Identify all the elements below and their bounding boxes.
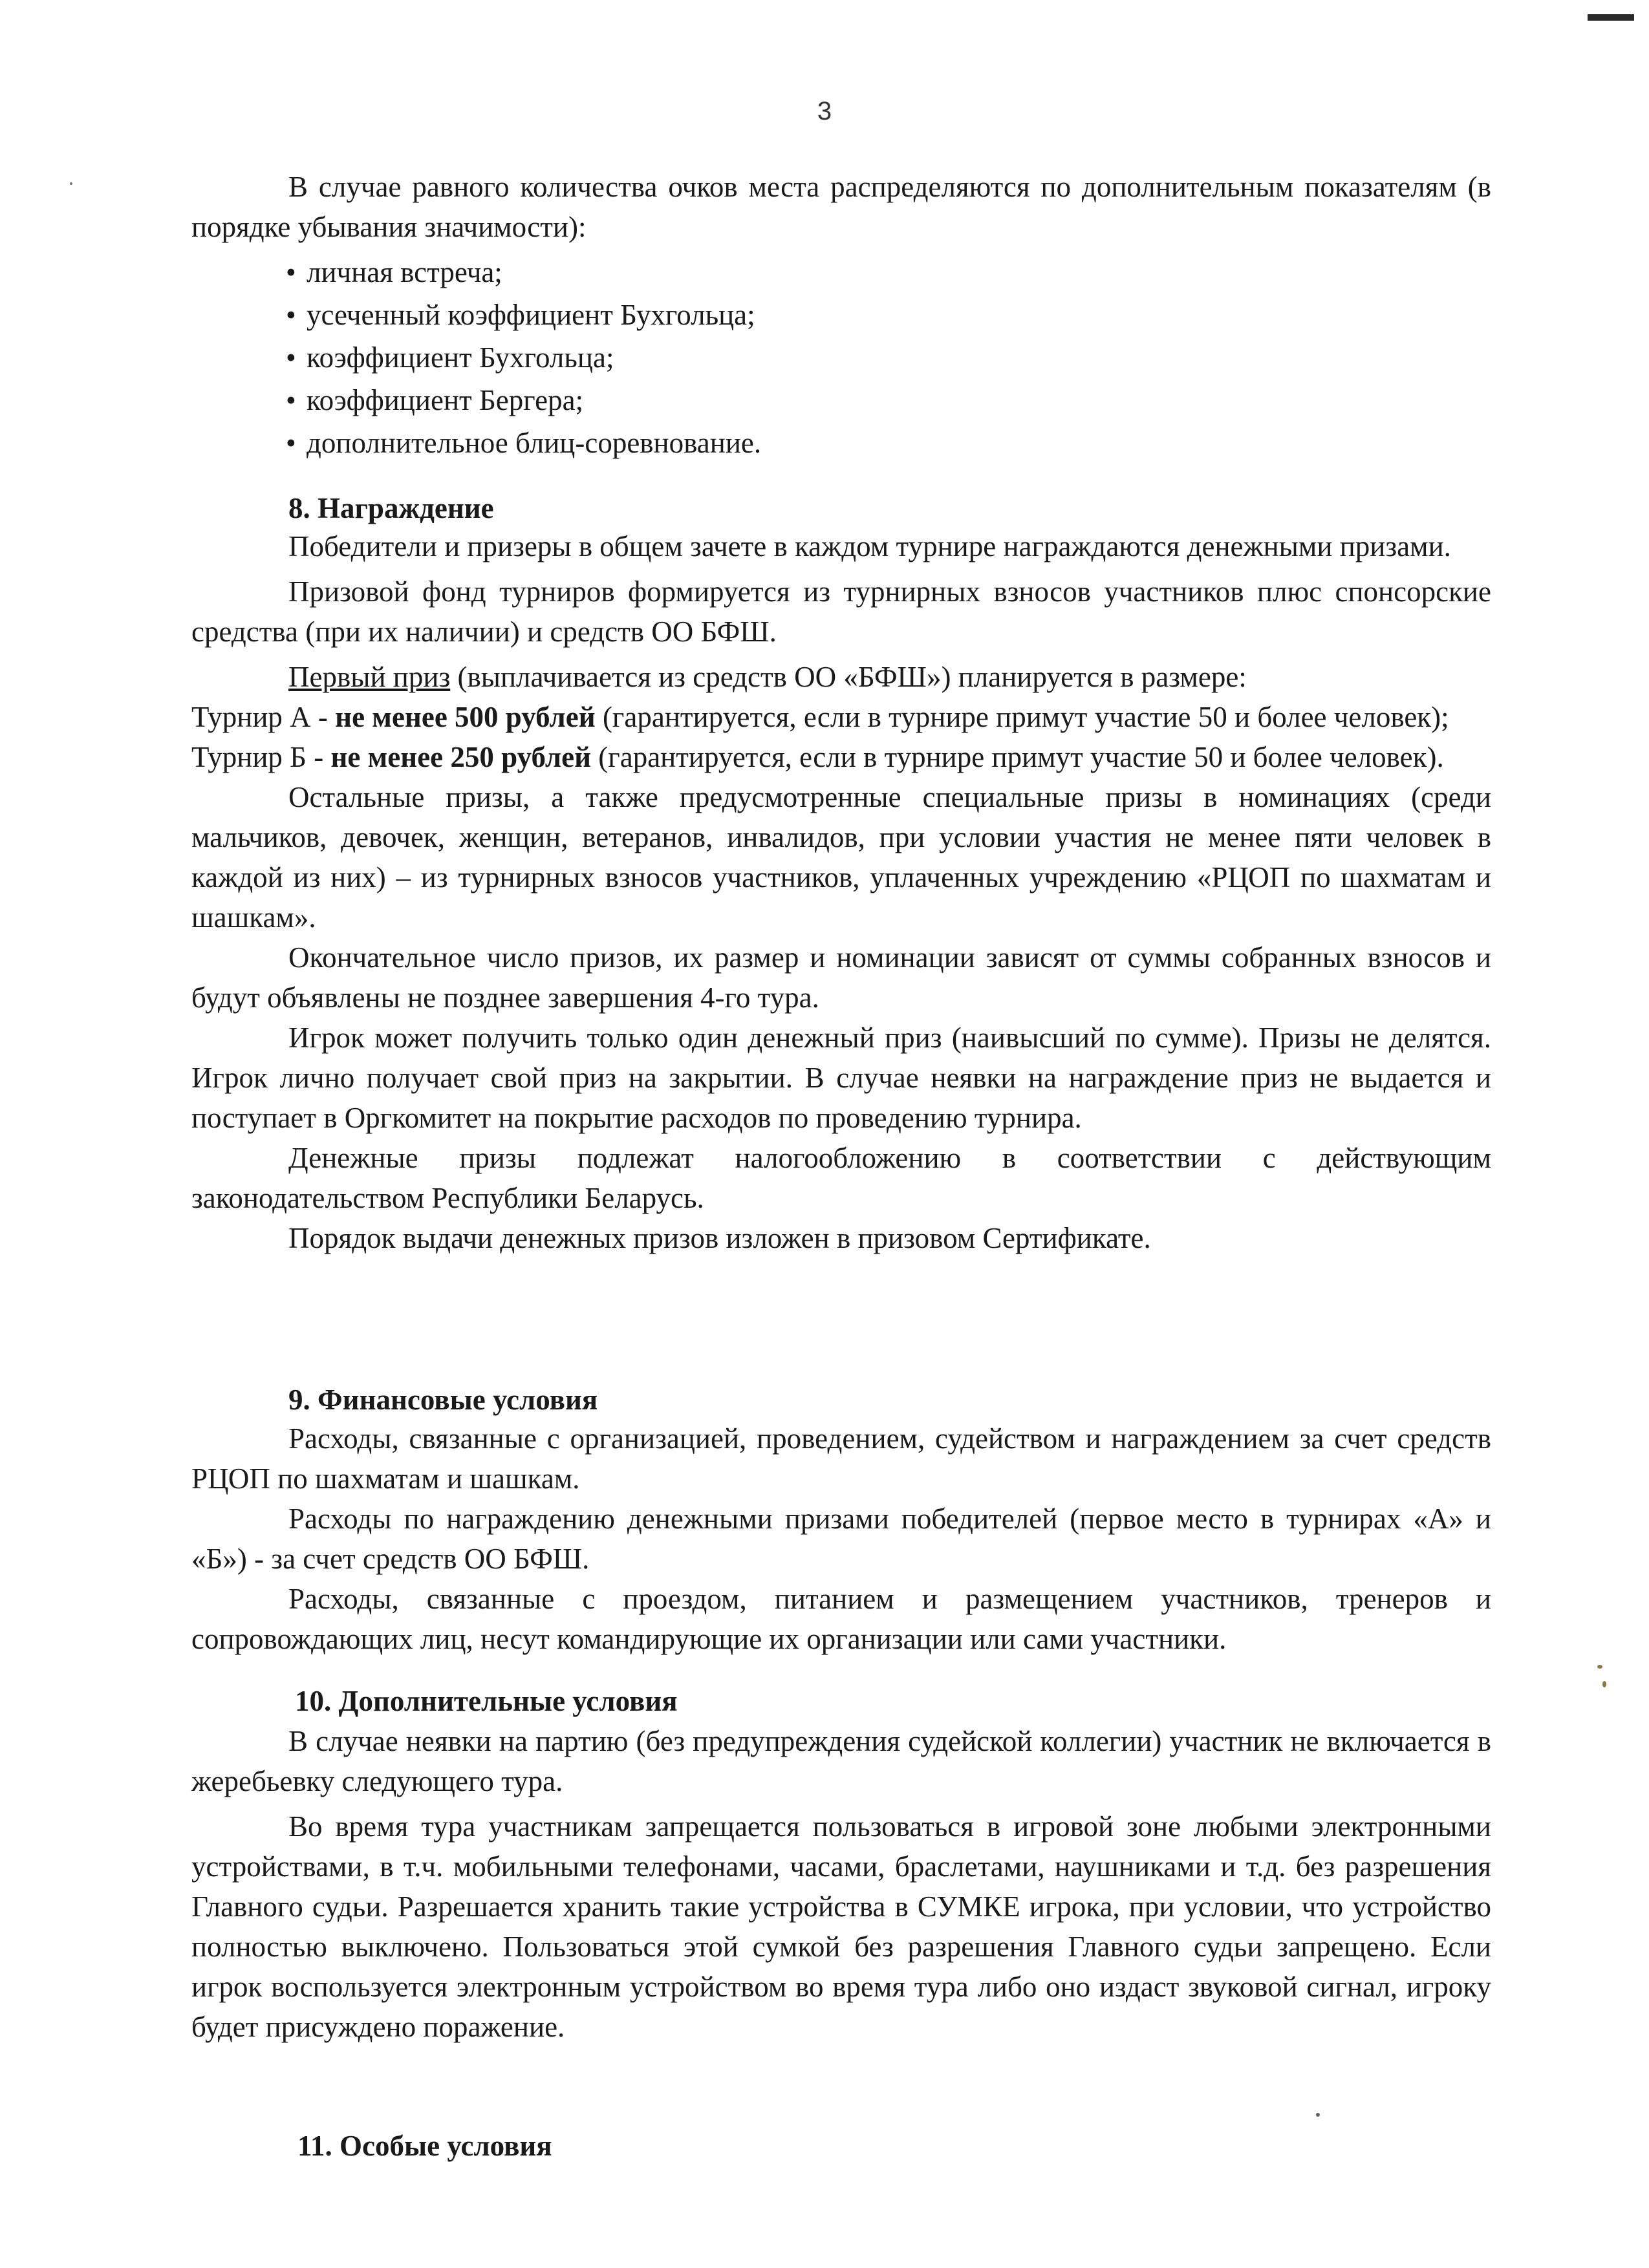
tiebreak-item: • усеченный коэффициент Бухгольца; bbox=[191, 294, 1491, 336]
tiebreak-item: • личная встреча; bbox=[191, 251, 1491, 294]
bullet-icon: • bbox=[286, 341, 296, 374]
page-number: 3 bbox=[817, 97, 832, 125]
first-prize-label: Первый приз bbox=[288, 661, 451, 693]
awards-paragraph-6: Игрок может получить только один денежный приз (наивысший по сумме). Призы не делятся. Игрок лично получает свой приз на закрытии. В случае неявки на награждение приз не выдается и поступает в Оргкомитет на покрытие расходов по проведению турнира. bbox=[191, 1022, 1491, 1134]
scan-speck bbox=[1316, 2113, 1320, 2117]
section-9-body bbox=[191, 1418, 1491, 1659]
section-10-body bbox=[191, 1721, 1491, 2047]
awards-paragraph-2: Призовой фонд турниров формируется из турнирных взносов участников плюс спонсорские средства (при их наличии) и средств ОО БФШ. bbox=[191, 575, 1491, 648]
awards-paragraph-1: Победители и призеры в общем зачете в каждом турнире награждаются денежными призами. bbox=[288, 530, 1451, 562]
scan-speck bbox=[1602, 1681, 1606, 1687]
extra-paragraph-1: В случае неявки на партию (без предупреждения судейской коллегии) участник не включается в жеребьевку следующего тура. bbox=[191, 1725, 1491, 1797]
tiebreak-list bbox=[191, 251, 1491, 464]
tournament-a-amount: не менее 500 рублей bbox=[335, 701, 596, 733]
extra-paragraph-2: Во время тура участникам запрещается пользоваться в игровой зоне любыми электронными устройствами, в т.ч. мобильными телефонами, часами, браслетами, наушниками и т.д. без разрешения Главного судьи. Разрешается хранить такие устройства в СУМКЕ игрока, при условии, что устройство полностью выключено. Пользоваться этой сумкой без разрешения Главного судьи запрещено. Если игрок воспользуется электронным устройством во время тура либо оно издаст звуковой сигнал, игроку будет присуждено поражение. bbox=[191, 1810, 1491, 2043]
tiebreak-item: • дополнительное блиц-соревнование. bbox=[191, 422, 1491, 464]
section-10-heading: 10. Дополнительные условия bbox=[295, 1685, 678, 1717]
section-11-heading: 11. Особые условия bbox=[297, 2130, 552, 2162]
bullet-icon: • bbox=[286, 427, 296, 459]
awards-paragraph-4: Остальные призы, а также предусмотренные специальные призы в номинациях (среди мальчиков, девочек, женщин, ветеранов, инвалидов, при условии участия не менее пяти человек в каждой из них) – из турнирных взносов участников, уплаченных учреждению «РЦОП по шахматам и шашкам». bbox=[191, 781, 1491, 934]
bullet-icon: • bbox=[286, 299, 296, 331]
finance-paragraph-2: Расходы по награждению денежными призами победителей (первое место в турнирах «А» и «Б») - за счет средств ОО БФШ. bbox=[191, 1503, 1491, 1575]
tiebreak-item: • коэффициент Бухгольца; bbox=[191, 336, 1491, 379]
scan-speck bbox=[1597, 1665, 1602, 1669]
bullet-icon: • bbox=[286, 384, 296, 416]
awards-paragraph-3: Первый приз (выплачивается из средств ОО «БФШ») планируется в размере: bbox=[288, 661, 1247, 693]
tournament-b-line: Турнир Б - не менее 250 рублей (гарантируется, если в турнире примут участие 50 и более человек). bbox=[191, 741, 1444, 773]
section-9-heading: 9. Финансовые условия bbox=[288, 1384, 598, 1416]
scan-speck bbox=[70, 182, 72, 185]
bullet-icon: • bbox=[286, 256, 296, 288]
awards-paragraph-7: Денежные призы подлежат налогообложению в соответствии с действующим законодательством Республики Беларусь. bbox=[191, 1142, 1491, 1214]
section-8-body bbox=[191, 526, 1491, 1258]
finance-paragraph-1: Расходы, связанные с организацией, проведением, судейством и награждением за счет средств РЦОП по шахматам и шашкам. bbox=[191, 1422, 1491, 1495]
finance-paragraph-3: Расходы, связанные с проездом, питанием и размещением участников, тренеров и сопровождающих лиц, несут командирующие их организации или сами участники. bbox=[191, 1583, 1491, 1655]
tiebreak-section bbox=[191, 167, 1491, 464]
tiebreak-intro: В случае равного количества очков места распределяются по дополнительным показателям (в порядке убывания значимости): bbox=[191, 171, 1491, 243]
tournament-a-line: Турнир А - не менее 500 рублей (гарантируется, если в турнире примут участие 50 и более человек); bbox=[191, 701, 1449, 733]
tiebreak-item: • коэффициент Бергера; bbox=[191, 379, 1491, 422]
section-8-heading: 8. Награждение bbox=[288, 492, 494, 524]
awards-paragraph-8: Порядок выдачи денежных призов изложен в призовом Сертификате. bbox=[288, 1222, 1151, 1254]
awards-paragraph-5: Окончательное число призов, их размер и номинации зависят от суммы собранных взносов и будут объявлены не позднее завершения 4-го тура. bbox=[191, 941, 1491, 1014]
scan-edge-mark bbox=[1588, 14, 1634, 21]
tournament-b-amount: не менее 250 рублей bbox=[330, 741, 592, 773]
